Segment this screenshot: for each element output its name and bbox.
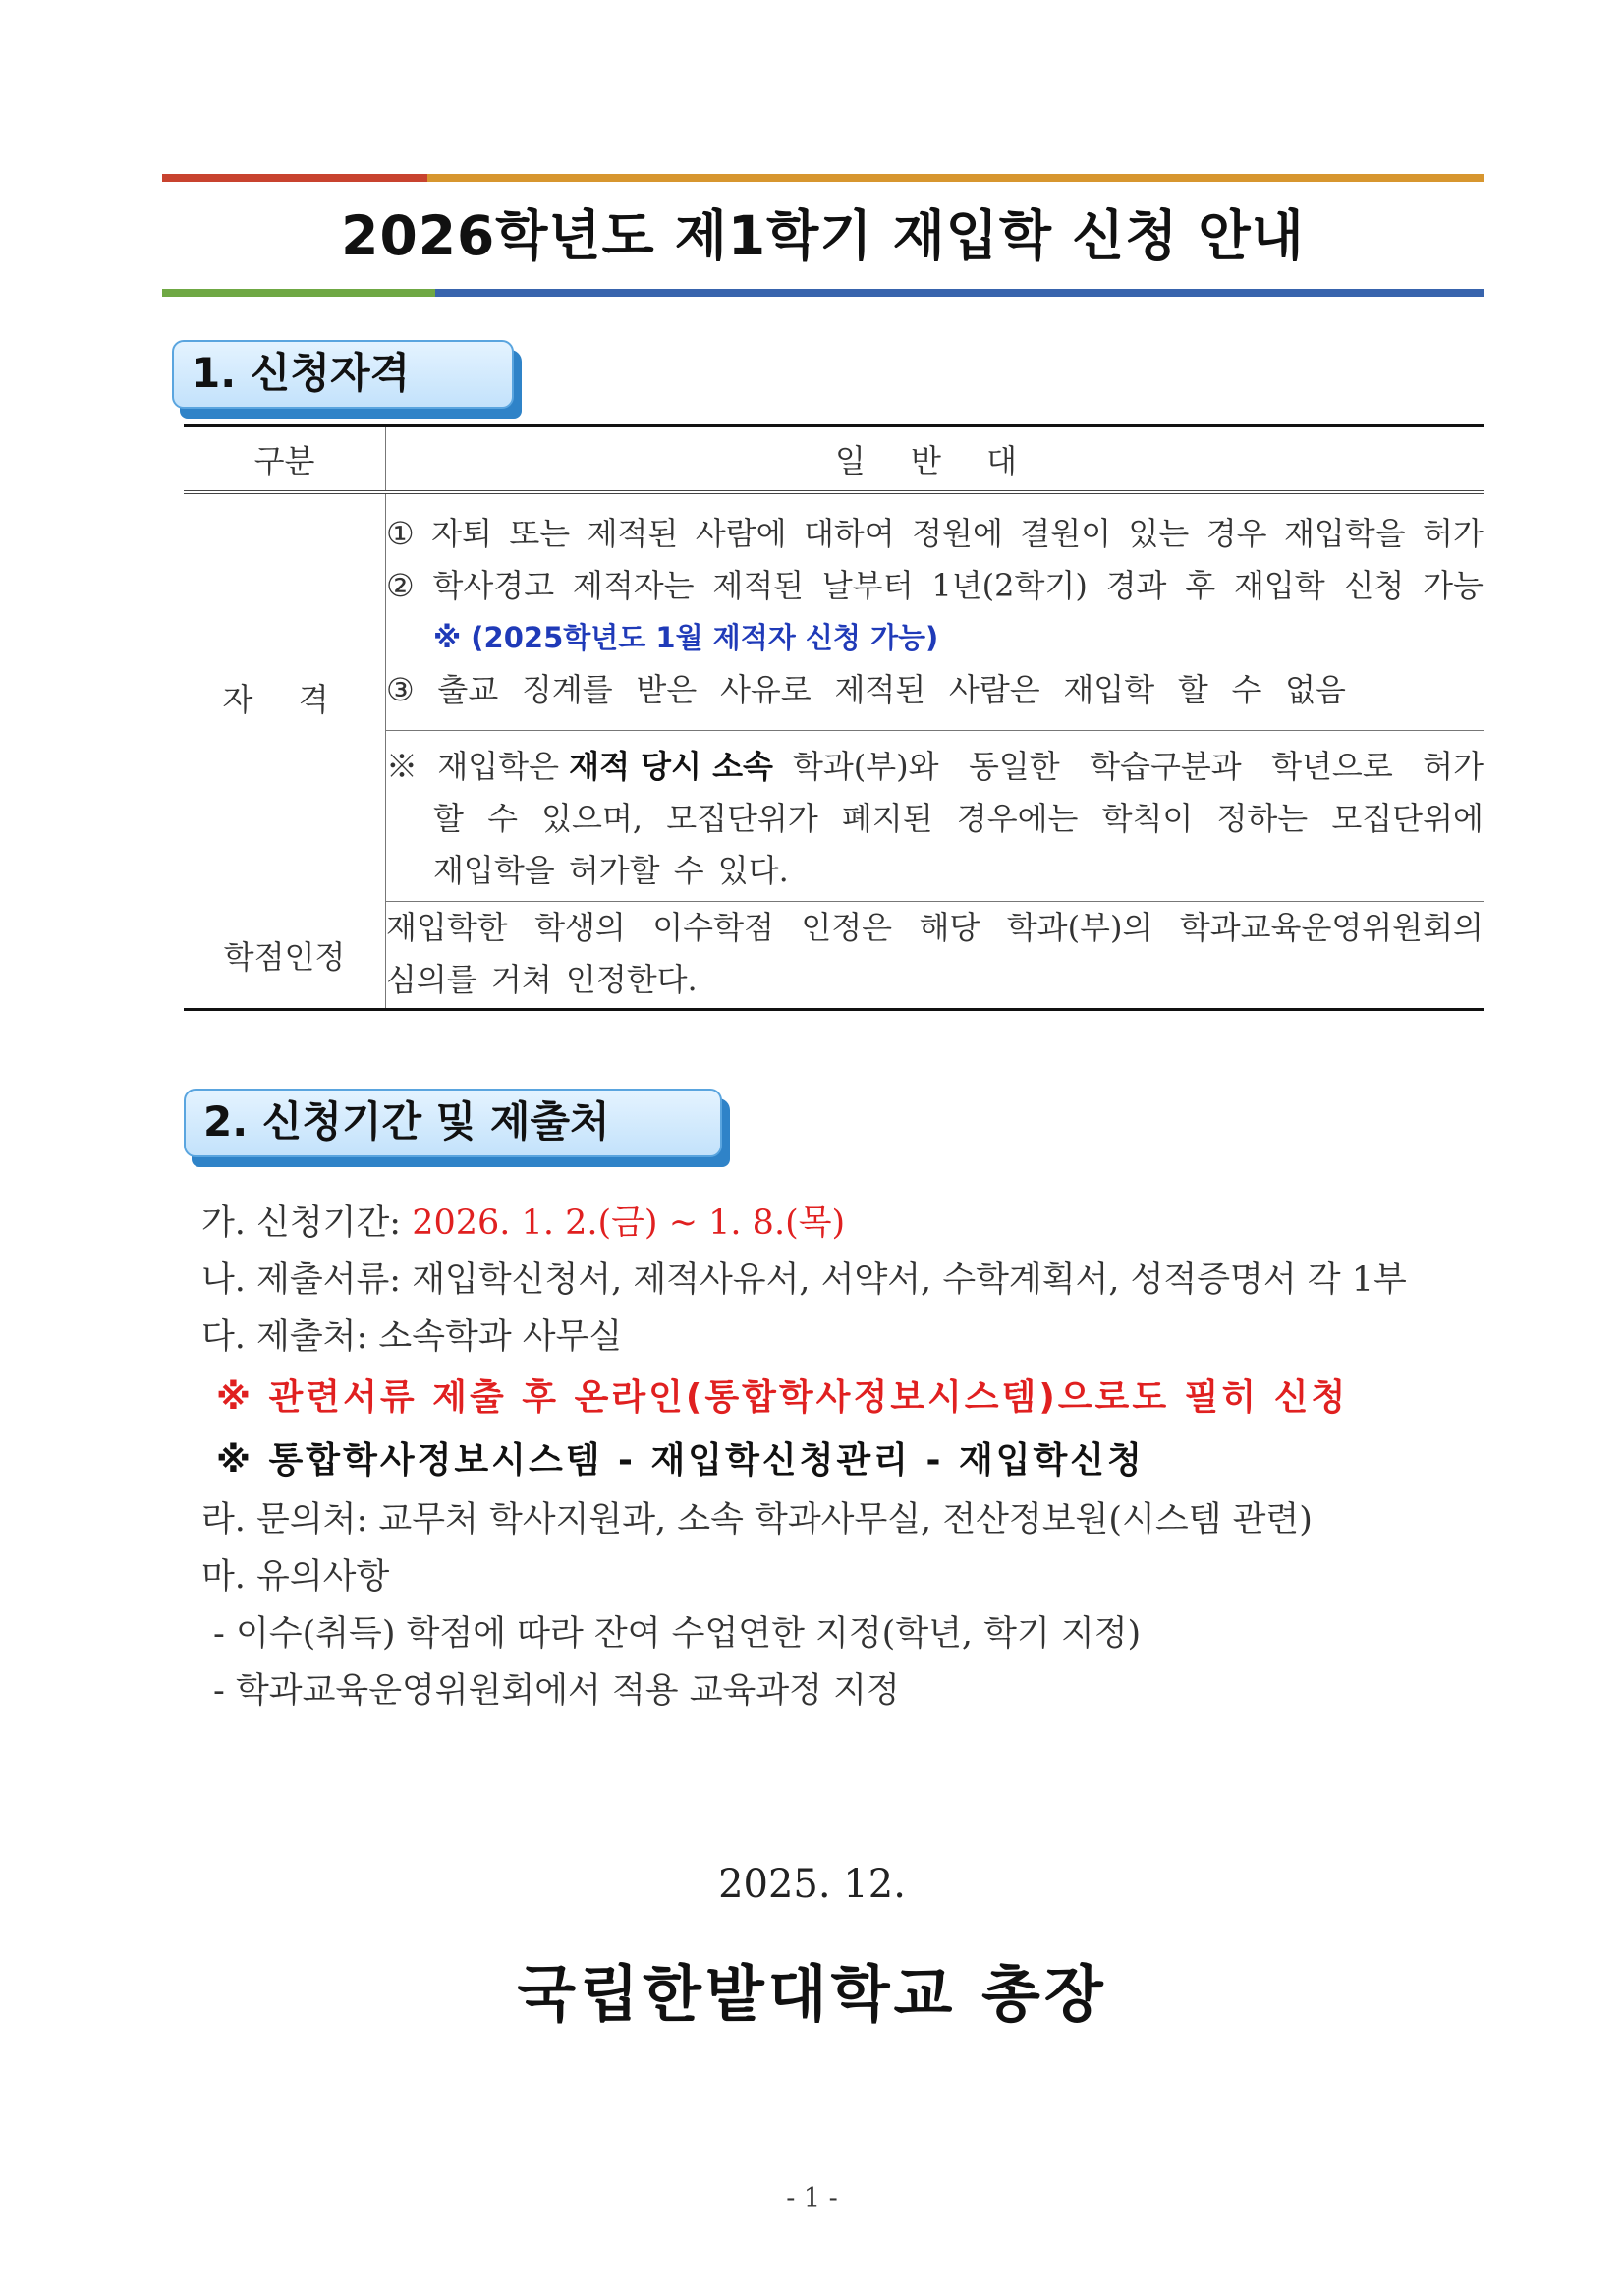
word: 모집단위가 <box>666 800 818 837</box>
word: 학과교육운영위원회의 <box>1179 909 1484 946</box>
system-path-note: ※ 통합학사정보시스템 - 재입학신청관리 - 재입학신청 <box>216 1440 1145 1481</box>
word: 사람에 <box>695 515 787 552</box>
word: 정하는 <box>1216 800 1309 837</box>
word: 경과 <box>1105 567 1167 604</box>
col-label-header: 구분 <box>184 426 386 493</box>
period-value: 2026. 1. 2.(금) ~ 1. 8.(목) <box>412 1204 846 1243</box>
word: 재입학 <box>1063 671 1155 708</box>
signature: 국립한밭대학교 총장 <box>517 1958 1107 2030</box>
word: 정원에 <box>912 515 1003 552</box>
qualification-label: 자 격 <box>184 492 386 902</box>
word: 날부터 <box>821 567 914 604</box>
word: 학년으로 <box>1271 748 1393 785</box>
note-line-3: 재입학을 허가할 수 있다. <box>433 852 789 889</box>
credit-line-1 <box>386 902 1484 954</box>
table-header-row <box>184 426 1484 493</box>
word: 있으며, <box>541 800 644 837</box>
section2-heading <box>184 1089 722 1157</box>
word: 학과(부)의 <box>1006 909 1153 946</box>
title-top-rule <box>162 174 1484 182</box>
word: 징계를 <box>521 671 613 708</box>
word: 결원이 <box>1020 515 1112 552</box>
word: 제적자는 <box>572 567 695 604</box>
contact-line: 라. 문의처: 교무처 학사지원과, 소속 학과사무실, 전산정보원(시스템 관련) <box>201 1500 1313 1540</box>
qual-item-1 <box>386 508 1484 560</box>
title-bottom-rule <box>162 289 1484 297</box>
note-line-2 <box>386 793 1484 845</box>
word: 출교 <box>437 671 499 708</box>
page-number: - 1 - <box>786 2183 838 2213</box>
word: 학과(부)와 <box>792 748 939 785</box>
qualification-table <box>184 424 1484 1011</box>
col-content-header: 일 반 대 <box>386 426 1484 493</box>
word: 신청 <box>1343 567 1405 604</box>
note-bold: 재적 당시 소속 <box>569 748 773 785</box>
section1-heading <box>172 340 514 409</box>
word: 대하여 <box>803 515 895 552</box>
word: 모집단위에 <box>1331 800 1484 837</box>
table-row <box>184 492 1484 731</box>
word: 경우에는 <box>956 800 1079 837</box>
word: 수 <box>487 800 518 837</box>
credit-content <box>386 902 1484 1010</box>
word: 후 <box>1185 567 1216 604</box>
word: 학습구분과 <box>1090 748 1242 785</box>
word: 제적된 <box>587 515 679 552</box>
section2-body <box>201 1195 1479 1719</box>
word: 학칙이 <box>1101 800 1194 837</box>
word: ① <box>386 515 415 552</box>
word: 경우 <box>1205 515 1267 552</box>
word: 할 <box>1177 671 1208 708</box>
online-application-note: ※ 관련서류 제출 후 온라인(통합학사정보시스템)으로도 필히 신청 <box>216 1377 1349 1418</box>
caution-item-1: - 이수(취득) 학점에 따라 잔여 수업연한 지정(학년, 학기 지정) <box>213 1614 1142 1653</box>
word: 재입학한 <box>386 909 508 946</box>
word: ③ <box>386 671 415 708</box>
word: 또는 <box>509 515 571 552</box>
section1-heading-text: 1. 신청자격 <box>192 349 411 397</box>
word: 사유로 <box>719 671 812 708</box>
word: 재입학을 <box>1283 515 1406 552</box>
caution-item-2: - 학과교육운영위원회에서 적용 교육과정 지정 <box>213 1671 900 1710</box>
credit-label: 학점인정 <box>184 902 386 1010</box>
word: 제적된 <box>834 671 926 708</box>
note-prefix: ※ 재입학은 <box>386 748 570 785</box>
word: 받은 <box>636 671 698 708</box>
qualification-items <box>386 492 1484 731</box>
word: 수 <box>1231 671 1262 708</box>
word: 없음 <box>1285 671 1346 708</box>
qual-item-3 <box>386 664 1484 716</box>
word: 사람은 <box>948 671 1040 708</box>
word: 학사경고 <box>432 567 555 604</box>
word: 할 <box>433 800 464 837</box>
word: 동일한 <box>968 748 1060 785</box>
word: 인정은 <box>801 909 893 946</box>
qual-item-2 <box>386 560 1484 612</box>
issue-date: 2025. 12. <box>718 1862 906 1907</box>
word: 재입학 <box>1233 567 1325 604</box>
word: ② <box>386 567 415 604</box>
table-row <box>184 902 1484 1010</box>
note-rest <box>793 741 1484 793</box>
word: 가능 <box>1423 567 1484 604</box>
word: 자퇴 <box>431 515 492 552</box>
cautions-label: 마. 유의사항 <box>201 1557 390 1596</box>
period-label: 가. 신청기간: <box>201 1204 413 1243</box>
word: 1년(2학기) <box>931 567 1088 604</box>
word: 폐지된 <box>841 800 933 837</box>
qualification-note <box>386 731 1484 902</box>
period-line <box>201 1195 1479 1252</box>
word: 허가 <box>1423 515 1484 552</box>
word: 해당 <box>919 909 980 946</box>
documents-line: 나. 제출서류: 재입학신청서, 제적사유서, 서약서, 수학계획서, 성적증명서 각 1부 <box>201 1260 1407 1300</box>
word: 허가 <box>1423 748 1484 785</box>
qual-item-2-note: ※ (2025학년도 1월 제적자 신청 가능) <box>433 621 939 654</box>
word: 이수학점 <box>652 909 774 946</box>
word: 제적된 <box>712 567 805 604</box>
credit-line-2: 심의를 거쳐 인정한다. <box>386 961 698 998</box>
section2-heading-text: 2. 신청기간 및 제출처 <box>203 1097 610 1146</box>
word: 있는 <box>1128 515 1190 552</box>
note-line-1 <box>386 741 1484 793</box>
document-title: 2026학년도 제1학기 재입학 신청 안내 <box>341 204 1305 267</box>
word: 학생의 <box>534 909 626 946</box>
submit-to-line: 다. 제출처: 소속학과 사무실 <box>201 1317 623 1357</box>
